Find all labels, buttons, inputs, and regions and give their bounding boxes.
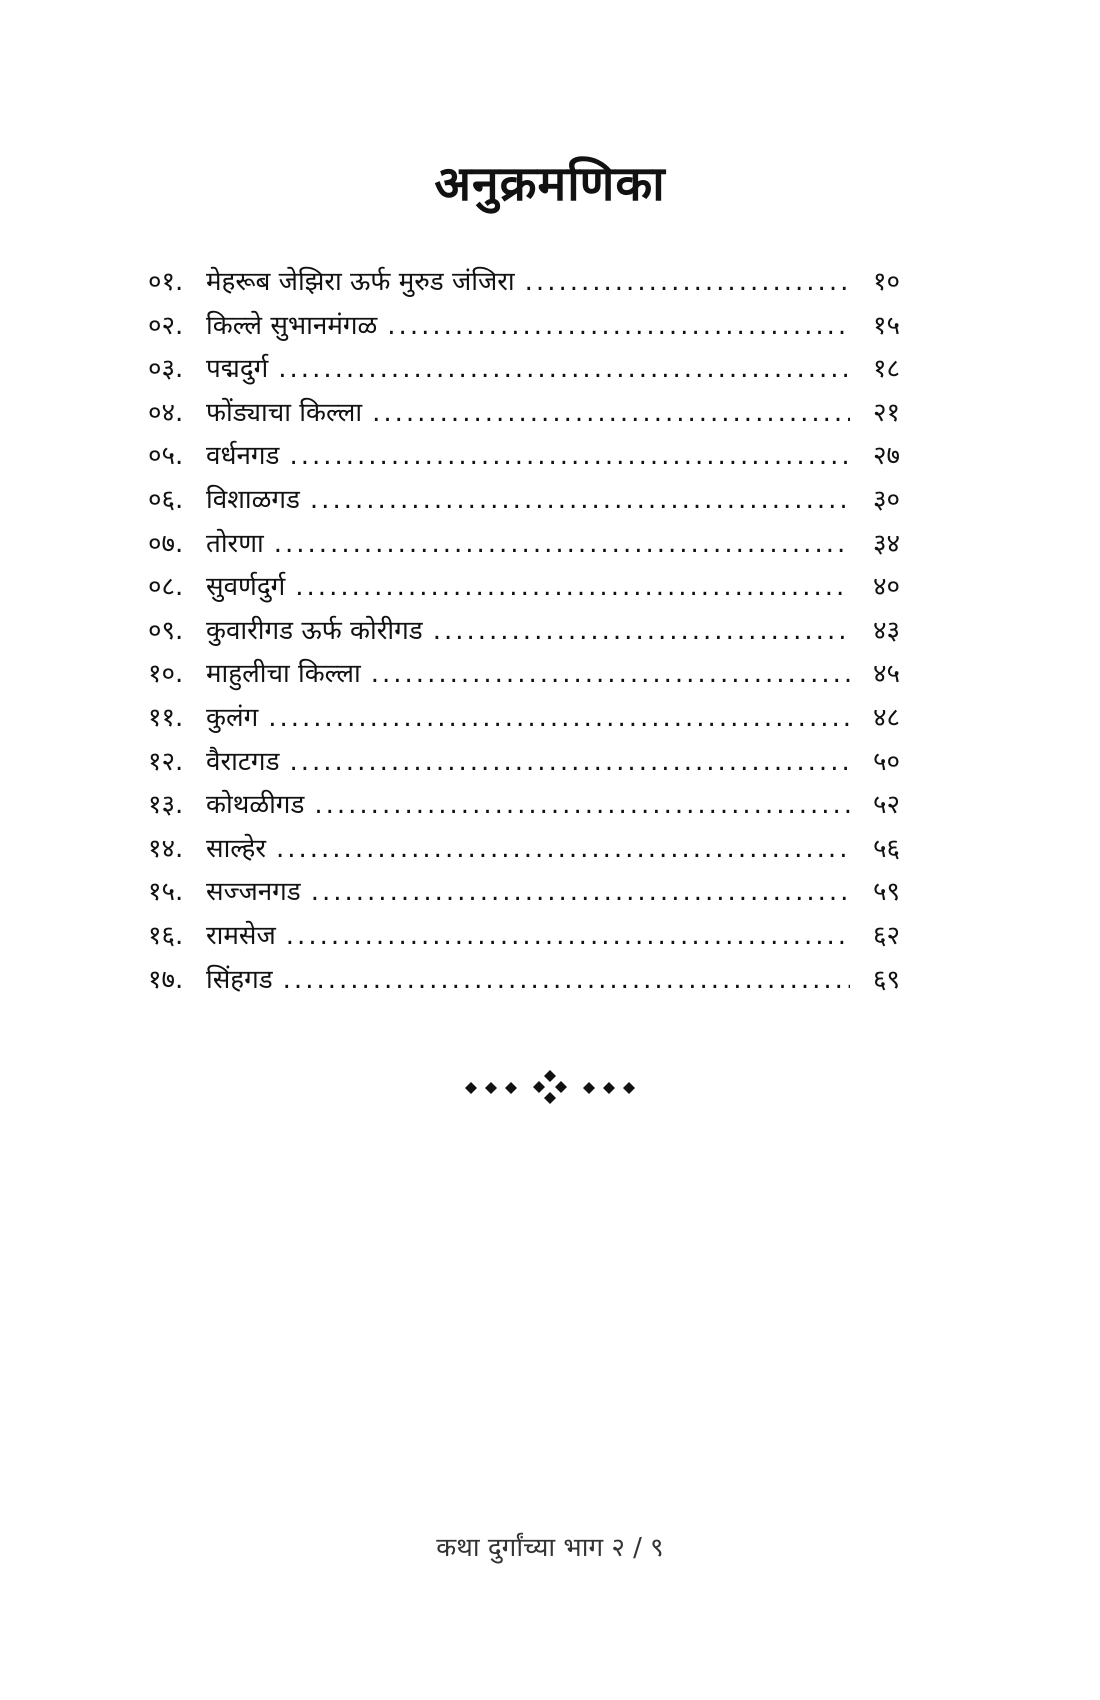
dot-leader [276,834,850,864]
toc-entry[interactable] [148,524,900,568]
toc-entry-number: ०९. [148,615,184,646]
toc-entry[interactable] [148,785,900,829]
toc-entry[interactable] [148,698,900,742]
toc-entry-page-number: ३० [872,484,900,515]
toc-entry-title: किल्ले सुभानमंगळ [206,310,378,341]
toc-entry-page-number: ६२ [872,920,900,951]
toc-entry-number: १०. [148,659,184,690]
toc-entry-title: वर्धनगड [206,441,280,472]
dot-leader [286,921,850,951]
toc-entry-number: ०२. [148,310,184,341]
toc-entry[interactable] [148,960,900,1004]
dot-leader [283,965,850,995]
toc-entry-page-number: ३४ [872,528,900,559]
toc-entry-page-number: ५२ [872,790,900,821]
toc-entry-number: १२. [148,746,184,777]
dot-leader [314,790,850,820]
ornament-graphic [465,1068,635,1108]
toc-entry-page-number: ५६ [872,833,900,864]
toc-entry-number: ०५. [148,441,184,472]
toc-entry[interactable] [148,872,900,916]
toc-entry-number: १६. [148,920,184,951]
toc-entry-page-number: ४५ [872,659,900,690]
toc-entry-title: पद्मदुर्ग [206,354,269,385]
dot-leader [311,877,850,907]
toc-entry-page-number: ५९ [872,877,900,908]
toc-entry-number: १४. [148,833,184,864]
toc-entry-page-number: १० [872,267,900,297]
toc-entry-page-number: ४८ [872,702,900,733]
dot-leader [289,441,850,471]
dot-leader [274,529,850,559]
toc-entry-page-number: १८ [872,354,900,385]
toc-entry-number: १७. [148,964,184,995]
dot-leader [525,267,850,297]
toc-entry-page-number: ६९ [872,964,900,995]
toc-entry-title: विशाळगड [206,484,300,515]
table-of-contents [148,262,900,1003]
toc-entry-title: रामसेज [206,920,276,951]
toc-entry-title: वैराटगड [206,746,280,777]
toc-entry-page-number: ५० [872,746,900,777]
toc-entry-title: कुवारीगड ऊर्फ कोरीगड [206,615,423,646]
toc-entry-title: माहुलीचा किल्ला [206,659,361,690]
dot-leader [371,659,850,689]
toc-entry-number: ११. [148,702,184,733]
toc-entry-page-number: ४० [872,572,900,603]
toc-entry[interactable] [148,393,900,437]
toc-entry[interactable] [148,567,900,611]
toc-entry-page-number: १५ [872,310,900,341]
toc-entry-number: ०८. [148,572,184,603]
toc-entry[interactable] [148,306,900,350]
toc-entry-title: साल्हेर [206,833,266,864]
toc-entry-number: ०१. [148,267,184,297]
toc-entry[interactable] [148,654,900,698]
toc-entry-number: ०७. [148,528,184,559]
toc-entry-title: सिंहगड [206,964,273,995]
toc-entry-number: १५. [148,877,184,908]
dot-leader [310,485,850,515]
dot-leader [387,311,850,341]
toc-entry[interactable] [148,829,900,873]
toc-entry-title: तोरणा [206,528,264,559]
toc-entry-page-number: २७ [872,441,900,472]
toc-entry[interactable] [148,480,900,524]
toc-entry-number: ०४. [148,397,184,428]
dot-leader [372,398,850,428]
toc-entry[interactable] [148,611,900,655]
page-footer: कथा दुर्गांच्या भाग २ / ९ [436,1533,664,1563]
dot-leader [278,354,850,384]
dot-leader [295,572,850,602]
dot-leader [268,703,850,733]
diamond-ornament-icon [0,1068,1100,1108]
toc-entry[interactable] [148,436,900,480]
dot-leader [289,747,850,777]
toc-entry-page-number: २१ [872,397,900,428]
toc-entry[interactable] [148,742,900,786]
toc-entry-title: सज्जनगड [206,877,301,908]
toc-entry[interactable] [148,349,900,393]
toc-entry-title: कुलंग [206,702,259,733]
toc-entry-title: कोथळीगड [206,790,305,821]
toc-entry-title: फोंड्याचा किल्ला [206,397,363,428]
dot-leader [433,616,850,646]
toc-entry-number: १३. [148,790,184,821]
toc-entry-title: मेहरूब जेझिरा ऊर्फ मुरुड जंजिरा [206,267,515,297]
page-title: अनुक्रमणिका [434,156,666,212]
toc-entry-number: ०६. [148,484,184,515]
toc-entry-page-number: ४३ [872,615,900,646]
toc-entry[interactable] [148,916,900,960]
toc-entry[interactable] [148,262,900,306]
toc-entry-number: ०३. [148,354,184,385]
toc-entry-title: सुवर्णदुर्ग [206,572,286,603]
